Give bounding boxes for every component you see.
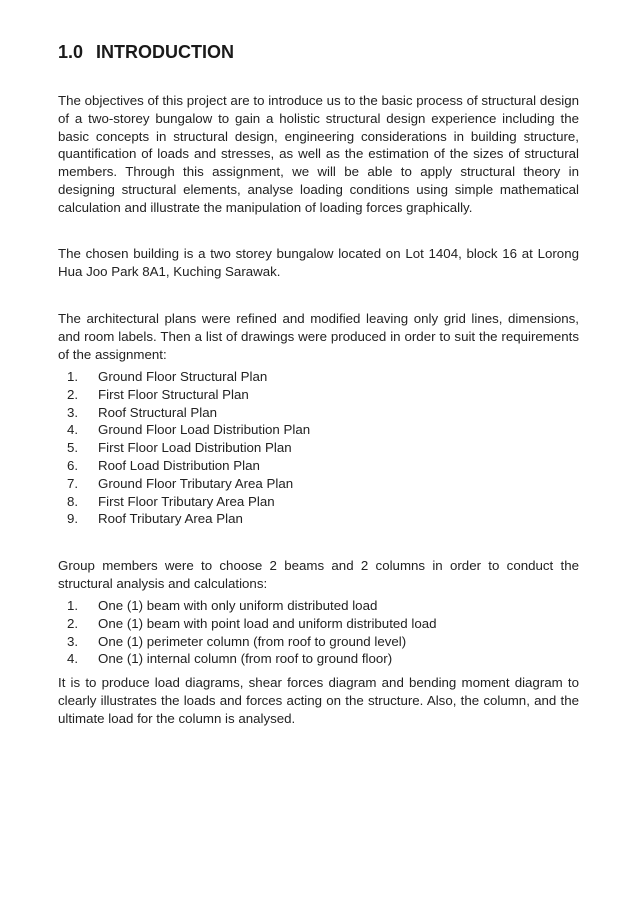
list-item: 5. First Floor Load Distribution Plan: [67, 440, 292, 456]
list-item: 6. Roof Load Distribution Plan: [67, 457, 260, 473]
plans-paragraph: The architectural plans were refined and modified leaving only grid lines, dimensions, and room labels. Then a list of drawings were produced in order to suit the requirements of the assignment:: [58, 311, 579, 362]
list-item: 1. Ground Floor Structural Plan: [67, 369, 268, 384]
section-heading: [58, 42, 234, 63]
list-item: 1. One (1) beam with only uniform distributed load: [67, 598, 378, 613]
list-item: 8. First Floor Tributary Area Plan: [67, 493, 275, 509]
section-title: INTRODUCTION: [96, 42, 234, 62]
section-number: 1.0: [58, 42, 84, 62]
analysis-list: [58, 597, 579, 668]
diagrams-paragraph: It is to produce load diagrams, shear forces diagram and bending moment diagram to clearly illustrates the loads and forces acting on the structure. Also, the column, and the ultimate load for the column is analysed.: [58, 675, 579, 726]
list-item: 4. Ground Floor Load Distribution Plan: [67, 422, 311, 438]
list-item: 4. One (1) internal column (from roof to ground floor): [67, 651, 393, 667]
list-item: 3. Roof Structural Plan: [67, 404, 217, 420]
drawings-list: [58, 368, 579, 528]
list-item: 7. Ground Floor Tributary Area Plan: [67, 475, 294, 491]
list-item: 2. First Floor Structural Plan: [67, 386, 249, 402]
building-paragraph: The chosen building is a two storey bungalow located on Lot 1404, block 16 at Lorong Hua Joo Park 8A1, Kuching Sarawak.: [58, 246, 579, 279]
objectives-paragraph: The objectives of this project are to introduce us to the basic process of structural design of a two-storey bungalow to gain a holistic structural design experience including the basic concepts in structural design, engineering considerations in building structure, quantification of loads and stresses, as well as the estimation of the sizes of structural members. Through this assignment, we will be able to apply structural theory in designing structural elements, analyse loading conditions using simple mathematical calculation and illustrate the manipulation of loading forces graphically.: [58, 93, 579, 215]
list-item: 9. Roof Tributary Area Plan: [67, 511, 243, 527]
list-item: 2. One (1) beam with point load and uniform distributed load: [67, 615, 437, 631]
members-paragraph: Group members were to choose 2 beams and 2 columns in order to conduct the structural analysis and calculations:: [58, 558, 579, 591]
list-item: 3. One (1) perimeter column (from roof to ground level): [67, 633, 407, 649]
